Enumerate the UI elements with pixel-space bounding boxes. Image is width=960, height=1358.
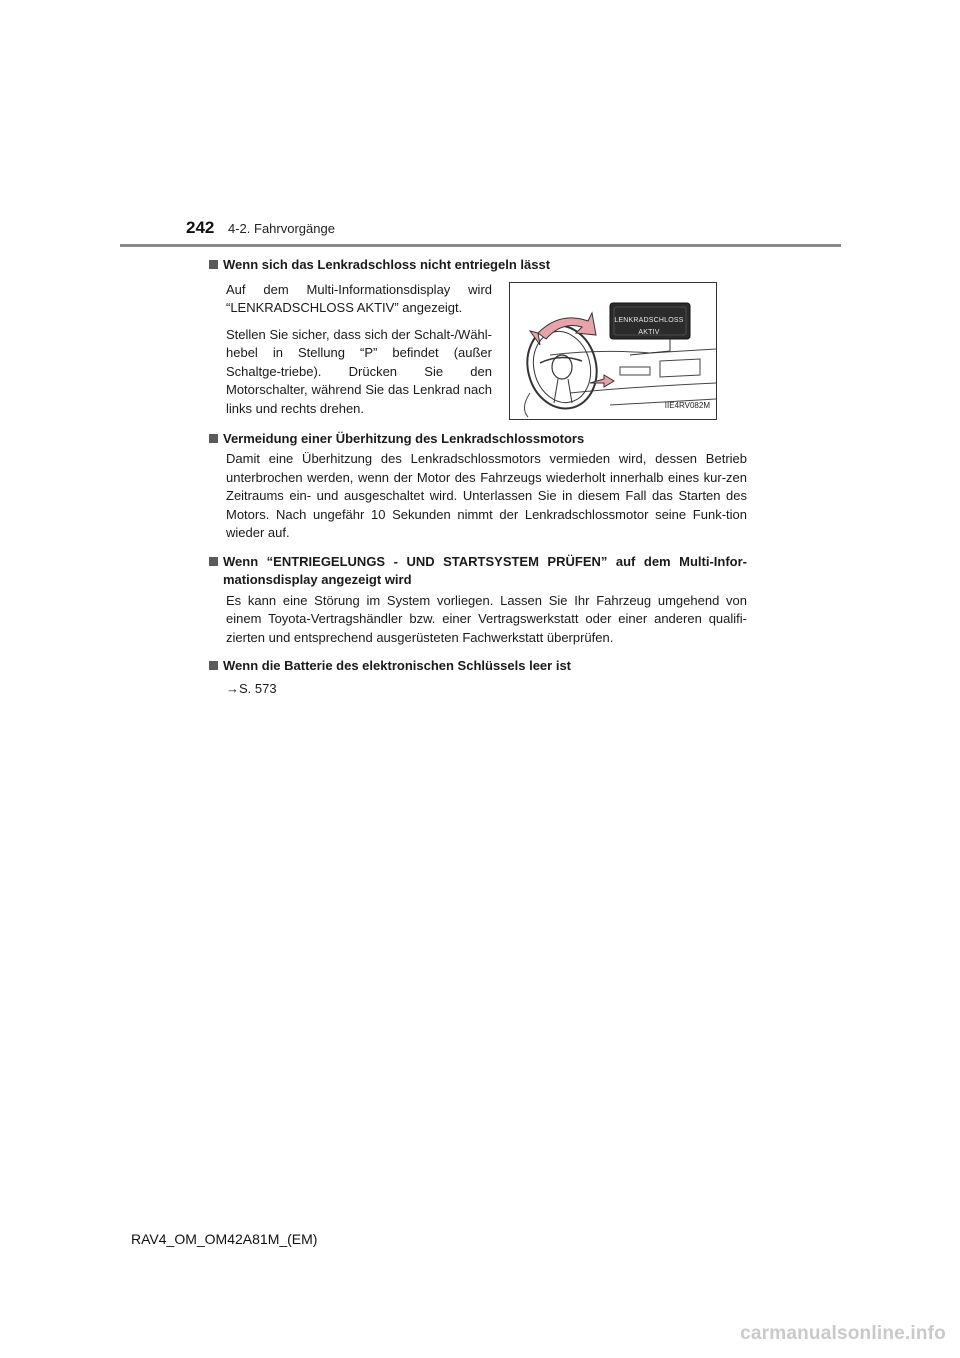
heading-text: Vermeidung einer Überhitzung des Lenkradschlossmotors (223, 430, 585, 446)
header-rule (120, 244, 841, 247)
paragraph: Damit eine Überhitzung des Lenkradschlossmotors vermieden wird, dessen Betrieb unterbrochen werden, wenn der Motor des Fahrzeugs wiederholt innerhalb eines kur-zen Zeitraums ein- und ausgeschaltet wird. Unterlassen Sie in diesem Fall das Starten des Motors. Nach ungefähr 10 Sekunden nimmt der Lenkradschlossmotor seine Funk-tion wieder auf. (226, 451, 747, 540)
section-heading (209, 256, 747, 275)
section-heading (209, 430, 747, 449)
footer-code: RAV4_OM_OM42A81M_(EM) (131, 1231, 318, 1247)
text-column (209, 275, 492, 419)
square-bullet-icon (209, 661, 218, 670)
page-content (209, 256, 747, 708)
section-heading (209, 553, 747, 590)
display-text: AKTIV (638, 328, 660, 336)
square-bullet-icon (209, 557, 218, 566)
figure-code: IIE4RV082M (664, 401, 710, 410)
section-heading (209, 657, 747, 676)
square-bullet-icon (209, 260, 218, 269)
heading-text: Wenn “ENTRIEGELUNGS - UND STARTSYSTEM PRÜFEN” auf dem Multi-Infor-mationsdisplay angezeigt wird (223, 553, 747, 587)
section-battery (209, 657, 747, 698)
paragraph: Stellen Sie sicher, dass sich der Schalt-/Wähl-hebel in Stellung “P” befindet (außer Schaltge-triebe). Drücken Sie den Motorschalter, während Sie das Lenkrad nach links und rechts drehen. (226, 326, 492, 416)
text-figure-row (209, 275, 747, 420)
page-reference[interactable] (209, 680, 747, 699)
section-system-check (209, 553, 747, 648)
section-label: 4-2. Fahrvorgänge (228, 221, 335, 236)
reference-text: S. 573 (239, 680, 277, 696)
heading-text: Wenn die Batterie des elektronischen Schlüssels leer ist (223, 658, 572, 673)
display-text: LENKRADSCHLOSS (614, 316, 684, 324)
paragraph: Auf dem Multi-Informationsdisplay wird “LENKRADSCHLOSS AKTIV” angezeigt. (226, 281, 492, 315)
square-bullet-icon (209, 434, 218, 443)
heading-text: Wenn sich das Lenkradschloss nicht entriegeln lässt (223, 257, 551, 272)
page-number: 242 (186, 218, 215, 237)
section-steering-lock (209, 256, 747, 420)
paragraph: Es kann eine Störung im System vorliegen. Lassen Sie Ihr Fahrzeug umgehend von einem Toyota-Vertragshändler bzw. einer Vertragswerkstatt oder einer anderen qualifi-zierten und entsprechend ausgerüsteten Fachwerkstatt überprüfen. (226, 592, 747, 645)
steering-wheel-illustration (509, 282, 717, 420)
section-overheat (209, 430, 747, 543)
arrow-right-icon: → (226, 680, 239, 696)
watermark: carmanualsonline.info (740, 1323, 946, 1344)
